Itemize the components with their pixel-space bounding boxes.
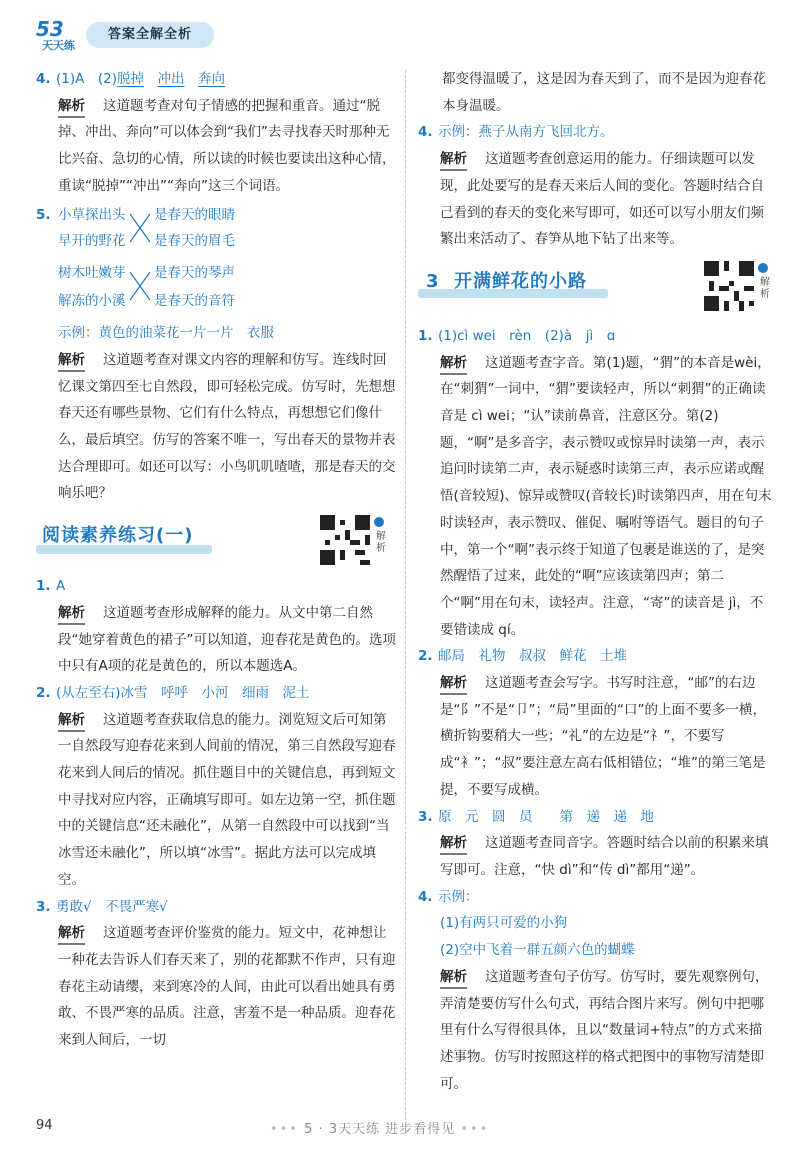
- slogan-text: 5 · 3天天练 进步看得见: [304, 1122, 456, 1137]
- answer-text: 原 元 圆 员 第 递 递 地: [438, 808, 654, 825]
- explanation-label: 解析: [440, 673, 467, 695]
- answer-text: 邮局 礼物 叔叔 鲜花 土堆: [438, 648, 627, 665]
- explanation-label: 解析: [58, 350, 85, 372]
- answer-4: [36, 66, 396, 93]
- answer-text: (从左至右)冰雪 呼呼 小河 细雨 泥土: [56, 684, 310, 701]
- explanation-text: 这道题考查创意运用的能力。仔细读题可以发现，此处要写的是春天来后人间的变化。答题时结合自己看到的春天的变化来写即可，如还可以写小朋友们频繁出来活动了、春笋从地下钻了出来等。: [440, 151, 764, 248]
- qr-label: 解析: [376, 531, 386, 555]
- explanation: [440, 964, 774, 1098]
- match-left-item: 早开的野花: [58, 233, 126, 250]
- answer-example: 示例：黄色的油菜花一片一片 衣服: [58, 325, 274, 342]
- explanation-text: 这道题考查对句子情感的把握和重音。通过“脱掉、冲出、奔向”可以体会到“我们”去寻找春天时那种无比兴奋、急切的心情，所以读的时候也要读出这种心情，重读“脱掉”“冲出”“奔向”这三个词语。: [58, 97, 396, 194]
- answer-word: 脱掉: [116, 71, 144, 87]
- explanation-label: 解析: [440, 149, 467, 171]
- explanation-label: 解析: [440, 967, 467, 989]
- lesson-title: 开满鲜花的小路: [454, 270, 587, 292]
- reading-answer-1: [36, 573, 396, 600]
- lesson-answer-2: [418, 643, 774, 670]
- right-column: [418, 66, 774, 1097]
- svg-text:天天练: 天天练: [42, 39, 75, 52]
- explanation-label: 解析: [58, 923, 85, 945]
- explanation: [58, 707, 396, 894]
- explanation-label: 解析: [58, 603, 85, 625]
- dots-icon: •••: [460, 1122, 490, 1137]
- play-icon: [374, 517, 384, 527]
- explanation-label: 解析: [58, 96, 85, 118]
- explanation-text: 这道题考查对课文内容的理解和仿写。连线时回忆课文第四至七自然段，即可轻松完成。仿写时，先想想春天还有哪些景物、它们有什么特点，再想想它们像什么，最后填空。仿写的答案不唯一，写出春天的景物并表达合理即可。如还可以写：小鸟叽叽喳喳，那是春天的交响乐吧？: [58, 351, 396, 502]
- question-number: 5.: [36, 206, 51, 223]
- answer-text: A: [56, 578, 66, 595]
- play-icon: [758, 263, 768, 273]
- continued-text: 都变得温暖了，这是因为春天到了，而不是因为迎春花本身温暖。: [442, 71, 766, 114]
- answer-text: (1)A (2): [56, 71, 117, 87]
- explanation-label: 解析: [58, 710, 85, 732]
- qr-code-icon[interactable]: [704, 261, 754, 311]
- lesson-header: [418, 259, 774, 319]
- explanation-text: 这道题考查字音。第(1)题，“猬”的本音是wèi，在“刺猬”一词中，“猬”要读轻声，所以“刺猬”的正确读音是 cì wei；“认”读前鼻音，注意区分。第(2)题，“啊”是多音字，表示赞叹或惊异时读第一声，表示追问时读第二声，表示疑惑时读第三声，表示应诺或醒悟(音较短)、惊异或赞叹(音较长)时读第四声，用在句末时读轻声，表示赞叹、催促、嘱咐等语气。题目的句子中，第一个“啊”表示终于知道了包裹是谁送的了，是突然醒悟了过来，此处的“啊”应该读第四声；第二个“啊”用在句末，读轻声。注意，“寄”的读音是 jì，不要错读成 qí。: [440, 354, 772, 638]
- lesson-number: 3: [426, 270, 440, 292]
- question-number: 2.: [418, 648, 433, 665]
- explanation: [440, 830, 774, 883]
- brand-logo: [34, 16, 82, 52]
- explanation-text: 这道题考查获取信息的能力。浏览短文后可知第一自然段写迎春花来到人间前的情况，第三自然段写迎春花来到人间后的情况。抓住题目中的关键信息，再到短文中寻找对应内容，正确填写即可。如左边第一空，抓住题中的关键信息“还未融化”，从第一自然段中可以找到“当冰雪还未融化”，所以填“冰雪”。据此方法可以完成填空。: [58, 711, 396, 888]
- reading-answer-4: [418, 119, 774, 146]
- dots-icon: •••: [270, 1122, 300, 1137]
- explanation: [58, 347, 396, 507]
- explanation: [440, 146, 774, 253]
- header-title: 答案全解全析: [86, 22, 214, 48]
- question-number: 1.: [36, 578, 51, 595]
- explanation: [58, 93, 396, 200]
- footer-slogan: [270, 1118, 489, 1137]
- question-number: 3.: [418, 808, 433, 825]
- match-left-item: 树木吐嫩芽: [58, 265, 126, 282]
- match-left-item: 小草探出头: [58, 207, 126, 224]
- page-number: 94: [36, 1118, 53, 1133]
- lesson-answer-3: [418, 804, 774, 831]
- match-right-item: 是春天的音符: [154, 293, 235, 310]
- answer-text: (1)cì wei rèn (2)à jì ɑ: [438, 327, 616, 344]
- question-number: 1.: [418, 327, 433, 344]
- column-divider: [405, 70, 406, 1120]
- match-right-item: 是春天的琴声: [154, 265, 235, 282]
- lesson-answer-1: [418, 323, 774, 350]
- match-left-item: 解冻的小溪: [58, 293, 126, 310]
- explanation: [440, 350, 774, 644]
- qr-label: 解析: [760, 276, 770, 300]
- explanation: [440, 670, 774, 804]
- explanation-text: 这道题考查会写字。书写时注意，“邮”的右边是“阝”不是“卩”；“局”里面的“口”的上面不要多一横，横折钩要稍大一些；“礼”的左边是“礻”，不要写成“衤”；“叔”要注意左高右低相错位；“堆”的第三笔是提，不要写成横。: [440, 675, 766, 798]
- question-number: 4.: [418, 124, 433, 141]
- explanation-text: 这道题考查句子仿写。仿写时，要先观察例句，弄清楚要仿写什么句式，再结合图片来写。例句中把哪里有什么写得很具体，且以“数量词+特点”的方式来描述事物。仿写时按照这样的格式把图中的事物写清楚即可。: [440, 968, 769, 1092]
- explanation-label: 解析: [440, 833, 467, 855]
- section-title: 阅读素养练习(一): [42, 525, 194, 547]
- reading-answer-2: [36, 680, 396, 707]
- explanation-text: 这道题考查同音字。答题时结合以前的积累来填写即可。注意，“快 dì”和“传 dì”都用“递”。: [440, 835, 769, 878]
- explanation: [58, 600, 396, 680]
- matching-lines: [58, 202, 396, 320]
- answer-text: 勇敢√ 不畏严寒√: [56, 898, 168, 915]
- lesson-answer-4: [418, 884, 774, 911]
- answer-word: 冲出: [157, 71, 185, 87]
- question-number: 4.: [36, 71, 51, 87]
- question-number: 2.: [36, 684, 51, 701]
- explanation-text: 这道题考查评价鉴赏的能力。短文中，花神想让一种花去告诉人们春天来了，别的花都默不作声，只有迎春花主动请缨，来到寒冷的人间，由此可以看出她具有勇敢、不畏严寒的品质。注意，害羞不是一种品质。迎春花来到人间后，一切: [58, 925, 396, 1049]
- explanation-text: 这道题考查形成解释的能力。从文中第二自然段“她穿着黄色的裙子”可以知道，迎春花是黄色的。选项中只有A项的花是黄色的，所以本题选A。: [58, 604, 396, 675]
- match-right-item: 是春天的眉毛: [154, 233, 235, 250]
- answer-text: 示例：燕子从南方飞回北方。: [438, 124, 614, 141]
- section-header: [36, 515, 396, 569]
- answer-word: 奔向: [197, 71, 225, 87]
- reading-answer-3: [36, 894, 396, 921]
- answer-text: 示例：: [438, 888, 479, 905]
- match-right-item: 是春天的眼睛: [154, 207, 235, 224]
- question-number: 3.: [36, 898, 51, 915]
- left-column: [36, 66, 396, 1054]
- svg-text:53: 53: [36, 17, 64, 41]
- explanation-label: 解析: [440, 353, 467, 375]
- qr-code-icon[interactable]: [320, 515, 370, 565]
- explanation: [58, 920, 396, 1054]
- answer-line: (2)空中飞着一群五颜六色的蝴蝶: [440, 942, 635, 959]
- answer-line: (1)有两只可爱的小狗: [440, 915, 568, 932]
- question-number: 4.: [418, 888, 433, 905]
